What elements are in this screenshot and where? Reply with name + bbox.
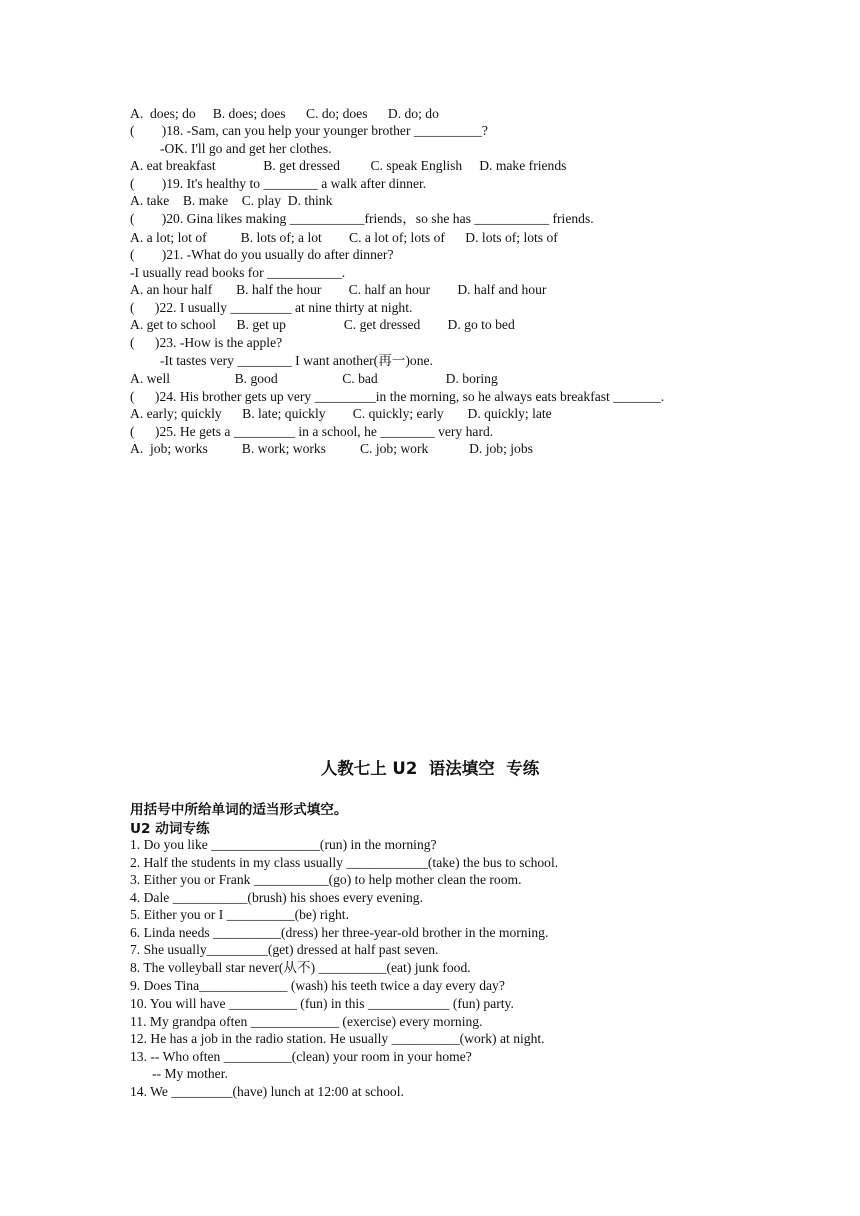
exercise-item: 9. Does Tina_____________ (wash) his teeth twice a day every day? [130,978,505,993]
mc-line: -OK. I'll go and get her clothes. [160,141,332,156]
exercise-item: 14. We _________(have) lunch at 12:00 at school. [130,1084,404,1099]
mc-question-21: ( )21. -What do you usually do after dinner? [130,247,394,262]
mc-question-22: ( )22. I usually _________ at nine thirty at night. [130,300,413,315]
mc-options-20: A. a lot; lot of B. lots of; a lot C. a lot of; lots of D. lots of; lots of [130,230,558,245]
exercise-item: 3. Either you or Frank ___________(go) to help mother clean the room. [130,872,522,887]
mc-options-25: A. job; works B. work; works C. job; work D. job; jobs [130,441,533,456]
exercise-item: 8. The volleyball star never(从不) __________(eat) junk food. [130,960,471,975]
mc-question-20: ( )20. Gina likes making ___________friends，so she has ___________ friends. [130,211,594,226]
mc-question-19: ( )19. It's healthy to ________ a walk after dinner. [130,176,427,191]
exercise-item: 1. Do you like ________________(run) in the morning? [130,837,437,852]
mc-line: -I usually read books for ___________. [130,265,346,280]
exercise-item: 10. You will have __________ (fun) in this ____________ (fun) party. [130,996,514,1011]
subheading: U2 动词专练 [130,821,210,837]
exercise-item: 7. She usually_________(get) dressed at half past seven. [130,942,439,957]
exercise-item: -- My mother. [152,1066,228,1081]
exercise-item: 2. Half the students in my class usually ____________(take) the bus to school. [130,855,559,870]
mc-options-18: A. eat breakfast B. get dressed C. speak English D. make friends [130,158,567,173]
mc-options-19: A. take B. make C. play D. think [130,193,333,208]
mc-options-22: A. get to school B. get up C. get dressed D. go to bed [130,317,515,332]
exercise-item: 5. Either you or I __________(be) right. [130,907,349,922]
mc-question-24: ( )24. His brother gets up very _________in the morning, so he always eats breakfast _______. [130,389,665,404]
mc-options-21: A. an hour half B. half the hour C. half an hour D. half and hour [130,282,547,297]
section-title: 人教七上 U2 语法填空 专练 [320,759,540,778]
mc-line: A. does; do B. does; does C. do; does D. do; do [130,106,439,121]
exercise-item: 4. Dale ___________(brush) his shoes every evening. [130,890,423,905]
exercise-item: 11. My grandpa often _____________ (exercise) every morning. [130,1014,483,1029]
exercise-item: 13. -- Who often __________(clean) your room in your home? [130,1049,472,1064]
mc-question-23: ( )23. -How is the apple? [130,335,283,350]
instruction-text: 用括号中所给单词的适当形式填空。 [130,802,348,818]
exercise-item: 6. Linda needs __________(dress) her three-year-old brother in the morning. [130,925,549,940]
mc-options-23: A. well B. good C. bad D. boring [130,371,498,386]
mc-question-25: ( )25. He gets a _________ in a school, he ________ very hard. [130,424,494,439]
mc-question-18: ( )18. -Sam, can you help your younger brother __________? [130,123,488,138]
exercise-item: 12. He has a job in the radio station. He usually __________(work) at night. [130,1031,545,1046]
mc-line: -It tastes very ________ I want another(再一)one. [160,353,433,368]
mc-options-24: A. early; quickly B. late; quickly C. quickly; early D. quickly; late [130,406,552,421]
